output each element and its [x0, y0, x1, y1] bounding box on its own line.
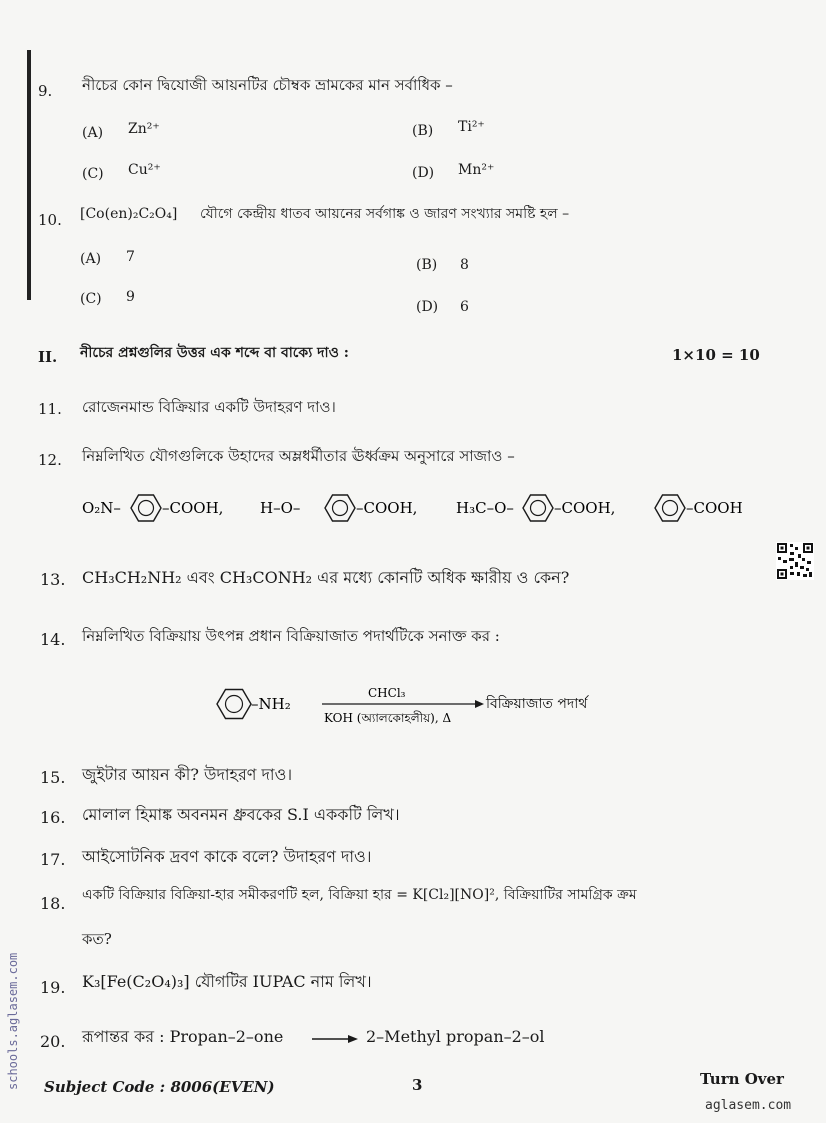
q10-d-label: (D) — [416, 299, 439, 315]
section-2-marks: 1×10 = 10 — [672, 346, 760, 364]
q9-c-label: (C) — [82, 166, 104, 182]
section-2-heading: নীচের প্রশ্নগুলির উত্তর এক শব্দে বা বাক্যে দাও : — [80, 345, 349, 361]
q10-c-label: (C) — [80, 291, 102, 307]
q12-number: 12. — [38, 451, 62, 469]
q14-reagent-below: KOH (অ্যালকোহলীয়), Δ — [324, 711, 452, 725]
q12-c1-left: O₂N– — [82, 499, 121, 517]
side-watermark: schools.aglasem.com — [6, 952, 20, 1090]
reaction-arrow-head — [475, 700, 484, 708]
q10-text: যৌগে কেন্দ্রীয় ধাতব আয়নের সর্বগাঙ্ক ও জারণ সংখ্যার সমষ্টি হল – — [200, 206, 570, 222]
benzene-ring-4 — [655, 495, 685, 521]
q14-reagent-above: CHCl₃ — [368, 686, 406, 700]
q12-compounds — [78, 488, 768, 528]
q17-text: আইসোটনিক দ্রবণ কাকে বলে? উদাহরণ দাও। — [82, 847, 372, 866]
q9-d: Mn²⁺ — [458, 162, 495, 178]
q10-c: 9 — [126, 289, 135, 305]
q16-text: মোলাল হিমাঙ্ক অবনমন ধ্রুবকের S.I এককটি লিখ। — [82, 805, 400, 824]
q12-c4-right: –COOH — [686, 499, 743, 517]
q20-arrow-icon — [310, 1032, 360, 1046]
q9-a: Zn²⁺ — [128, 121, 160, 137]
q10-b: 8 — [460, 257, 469, 273]
q9-d-label: (D) — [412, 165, 435, 181]
q9-b: Ti²⁺ — [458, 119, 485, 135]
q14-reactant: –NH₂ — [251, 695, 291, 713]
benzene-ring-1 — [131, 495, 161, 521]
subject-code: Subject Code : 8006(EVEN) — [44, 1078, 275, 1096]
benzene-ring-3 — [523, 495, 553, 521]
q9-a-label: (A) — [82, 125, 104, 141]
q14-number: 14. — [40, 630, 66, 649]
q12-c2-right: –COOH, — [356, 499, 418, 517]
q9-text: নীচের কোন দ্বিযোজী আয়নটির চৌম্বক ভ্রামকের মান সর্বাধিক – — [82, 76, 453, 94]
q10-a: 7 — [126, 249, 135, 265]
turn-over: Turn Over — [700, 1070, 784, 1088]
q12-c3-right: –COOH, — [554, 499, 616, 517]
q10-b-label: (B) — [416, 257, 438, 273]
q10-number: 10. — [38, 211, 62, 229]
q19-number: 19. — [40, 978, 66, 997]
q19-text: K₃[Fe(C₂O₄)₃] যৌগটির IUPAC নাম লিখ। — [82, 972, 372, 991]
q13-text: CH₃CH₂NH₂ এবং CH₃CONH₂ এর মধ্যে কোনটি অধিক ক্ষারীয় ও কেন? — [82, 568, 570, 587]
q14-reaction — [210, 680, 630, 730]
q20-text-left: রূপান্তর কর : Propan–2–one — [82, 1027, 284, 1046]
q20-number: 20. — [40, 1032, 66, 1051]
q9-c: Cu²⁺ — [128, 162, 161, 178]
margin-bar — [27, 50, 31, 300]
q10-d: 6 — [460, 299, 469, 315]
q12-c2-left: H–O– — [260, 499, 301, 517]
qr-code-icon — [776, 542, 814, 580]
q15-number: 15. — [40, 768, 66, 787]
q10-formula: [Co(en)₂C₂O₄] — [80, 206, 178, 222]
q9-b-label: (B) — [412, 123, 434, 139]
q12-c1-right: –COOH, — [162, 499, 224, 517]
q18-number: 18. — [40, 894, 66, 913]
section-2-number: II. — [38, 348, 58, 366]
q12-c3-left: H₃C–O– — [456, 499, 514, 517]
q9-number: 9. — [38, 82, 53, 100]
q15-text: জুইটার আয়ন কী? উদাহরণ দাও। — [82, 765, 293, 784]
q10-a-label: (A) — [80, 251, 102, 267]
q18-text-2: কত? — [82, 930, 112, 948]
q11-text: রোজেনমান্ড বিক্রিয়ার একটি উদাহরণ দাও। — [82, 398, 336, 416]
benzene-ring-2 — [325, 495, 355, 521]
site-watermark: aglasem.com — [705, 1098, 792, 1113]
page-number: 3 — [412, 1076, 423, 1094]
q11-number: 11. — [38, 400, 62, 418]
q20-text-right: 2–Methyl propan–2–ol — [366, 1027, 545, 1046]
q12-text: নিম্নলিখিত যৌগগুলিকে উহাদের অম্লধর্মীতার ঊর্ধ্বক্রম অনুসারে সাজাও – — [82, 447, 515, 465]
q14-text: নিম্নলিখিত বিক্রিয়ায় উৎপন্ন প্রধান বিক্রিয়াজাত পদার্থটিকে সনাক্ত কর : — [82, 627, 500, 645]
q18-text: একটি বিক্রিয়ার বিক্রিয়া-হার সমীকরণটি হল, বিক্রিয়া হার = K[Cl₂][NO]², বিক্রিয়াটির সামগ্রিক ক্রম — [82, 887, 637, 903]
q17-number: 17. — [40, 850, 66, 869]
q13-number: 13. — [40, 570, 66, 589]
q14-product: বিক্রিয়াজাত পদার্থ — [486, 696, 588, 712]
benzene-ring-aniline — [217, 690, 251, 719]
q16-number: 16. — [40, 808, 66, 827]
